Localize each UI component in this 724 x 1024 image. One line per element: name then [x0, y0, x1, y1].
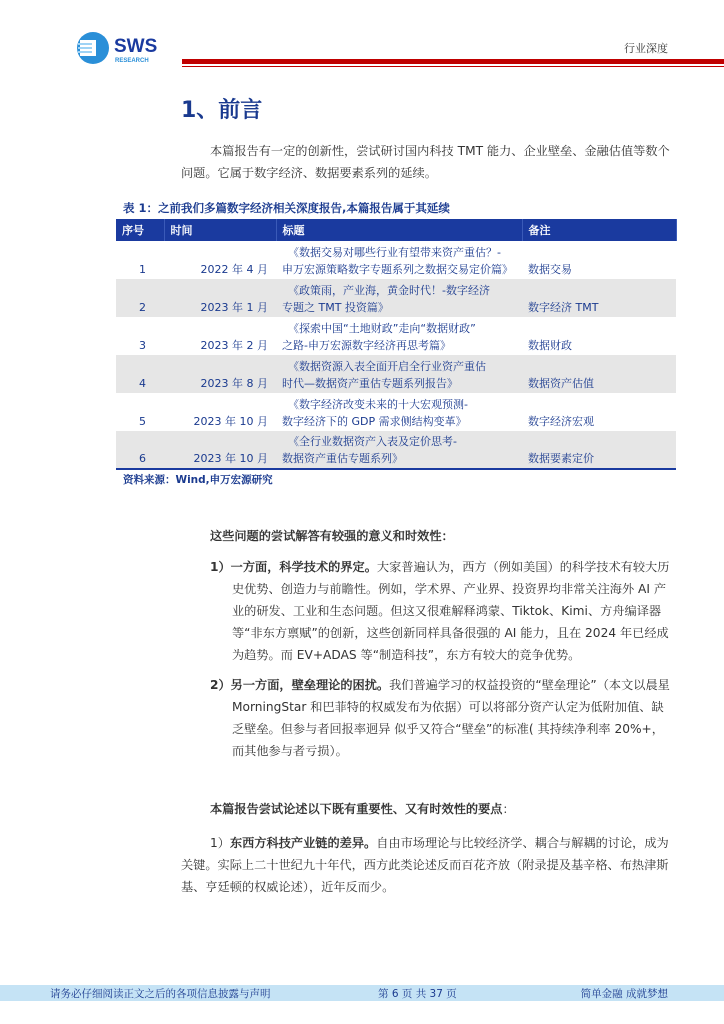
header-divider-thin [182, 66, 724, 67]
cell-no: 2 [139, 301, 146, 314]
col-no: 序号 [116, 219, 164, 241]
point-lead: 1）一方面，科学技术的界定。 [210, 560, 377, 574]
point-lead: 2）另一方面，壁垒理论的困扰。 [210, 678, 390, 692]
cell-date: 2023 年 2 月 [200, 339, 268, 352]
col-date: 时间 [164, 219, 276, 241]
table-row [116, 241, 676, 279]
section-title: 1、前言 [181, 98, 263, 123]
title-line: 申万宏源策略数字专题系列之数据交易定价篇》 [282, 263, 513, 276]
col-note: 备注 [522, 219, 676, 241]
cell-note: 数据交易 [528, 263, 572, 276]
title-line: 时代—数据资产重估专题系列报告》 [282, 377, 458, 390]
col-title: 标题 [276, 219, 522, 241]
point-moat-theory [210, 674, 672, 762]
table-row [116, 279, 676, 317]
table-row [116, 355, 676, 393]
report-body [116, 96, 676, 898]
point-body: 自由市场理论与比较经济学、耦合与解耦的讨论，成为关键。实际上二十世纪九十年代，西方此类论述反而百花齐放（附录提及基辛格、布热津斯基、亨廷顿的权威论述），近年反而少。 [181, 836, 669, 894]
title-line: 《政策雨，产业海，黄金时代！-数字经济 [288, 284, 490, 297]
cell-date: 2023 年 1 月 [200, 301, 268, 314]
cell-note: 数字经济 TMT [528, 301, 599, 314]
report-category: 行业深度 [624, 42, 668, 55]
cell-no: 3 [139, 339, 146, 352]
cell-no: 6 [139, 452, 146, 465]
cell-date: 2023 年 10 月 [193, 415, 268, 428]
title-line: 之路-申万宏源数字经济再思考篇》 [282, 339, 451, 352]
table-row [116, 393, 676, 431]
cell-title [276, 279, 522, 317]
header-divider [182, 59, 724, 64]
title-line: 《数据交易对哪些行业有望带来资产重估？- [288, 246, 501, 259]
heading-colon: ： [502, 802, 515, 816]
cell-no: 4 [139, 377, 146, 390]
point-body: 我们普遍学习的权益投资的“壁垒理论”（本文以晨星 MorningStar 和巴菲特的权威发布为依据）可以将部分资产认定为低附加值、缺乏壁垒。但参与者回报率迥异 似乎又符合“壁垒”的标准( 其持续净利率 20%+，而其他参与者亏损）。 [232, 678, 670, 758]
cell-title [276, 241, 522, 279]
cell-title [276, 431, 522, 469]
cell-date: 2023 年 8 月 [200, 377, 268, 390]
title-line: 《探索中国“土地财政”走向“数据财政” [288, 322, 476, 335]
cell-no: 1 [139, 263, 146, 276]
title-line: 《数字经济改变未来的十大宏观预测- [288, 398, 468, 411]
title-line: 《全行业数据资产入表及定价思考- [288, 435, 457, 448]
footer-disclaimer[interactable]: 请务必仔细阅读正文之后的各项信息披露与声明 [50, 988, 271, 1000]
heading-text: 本篇报告尝试论述以下既有重要性、又有时效性的要点 [210, 802, 503, 816]
point-science-tech [210, 556, 672, 666]
cell-note: 数据要素定价 [528, 452, 594, 465]
intro-paragraph: 本篇报告有一定的创新性，尝试研讨国内科技 TMT 能力、企业壁垒、金融估值等数个问题。它属于数字经济、数据要素系列的延续。 [181, 144, 670, 180]
title-line: 数字经济下的 GDP 需求侧结构变革》 [282, 415, 467, 428]
table-row [116, 317, 676, 355]
table-source: 资料来源：Wind,申万宏源研究 [123, 474, 273, 486]
cell-no: 5 [139, 415, 146, 428]
cell-note: 数字经济宏观 [528, 415, 594, 428]
section3-heading [210, 798, 676, 820]
title-line: 《数据资源入表全面开启全行业资产重估 [288, 360, 486, 373]
reports-table [116, 219, 677, 470]
point-east-west [181, 832, 671, 898]
point-body: 大家普遍认为，西方（例如美国）的科学技术有较大历史优势、创造力与前瞻性。例如，学术界、产业界、投资界均非常关注海外 AI 产业的研发、工业和生态问题。但这又很难解释鸿蒙、Tiktok、Kimi、方舟编译器等“非东方禀赋”的创新，这些创新同样具备很强的 AI 能力，且在 2024 年已经成为趋势。而 EV+ADAS 等“制造科技”，东方有较大的竞争优势。 [232, 560, 670, 662]
point-lead: 东西方科技产业链的差异。 [229, 836, 377, 850]
section2-heading: 这些问题的尝试解答有较强的意义和时效性： [210, 529, 454, 543]
table-caption: 表 1：之前我们多篇数字经济相关深度报告,本篇报告属于其延续 [123, 201, 450, 215]
cell-title [276, 317, 522, 355]
table-header [116, 219, 676, 241]
cell-title [276, 393, 522, 431]
svg-text:SWS: SWS [114, 36, 158, 57]
sws-logo [76, 30, 176, 66]
svg-text:RESEARCH: RESEARCH [115, 58, 149, 64]
page-number: 第 6 页 共 37 页 [378, 988, 457, 1000]
footer-slogan: 简单金融 成就梦想 [580, 988, 668, 1000]
cell-note: 数据财政 [528, 339, 572, 352]
footer-bar [0, 985, 724, 1001]
cell-note: 数据资产估值 [528, 377, 594, 390]
table-row [116, 431, 676, 469]
cell-date: 2022 年 4 月 [200, 263, 268, 276]
cell-title [276, 355, 522, 393]
cell-date: 2023 年 10 月 [193, 452, 268, 465]
point-num: 1） [210, 836, 230, 850]
title-line: 专题之 TMT 投资篇》 [282, 301, 389, 314]
title-line: 数据资产重估专题系列》 [282, 452, 403, 465]
